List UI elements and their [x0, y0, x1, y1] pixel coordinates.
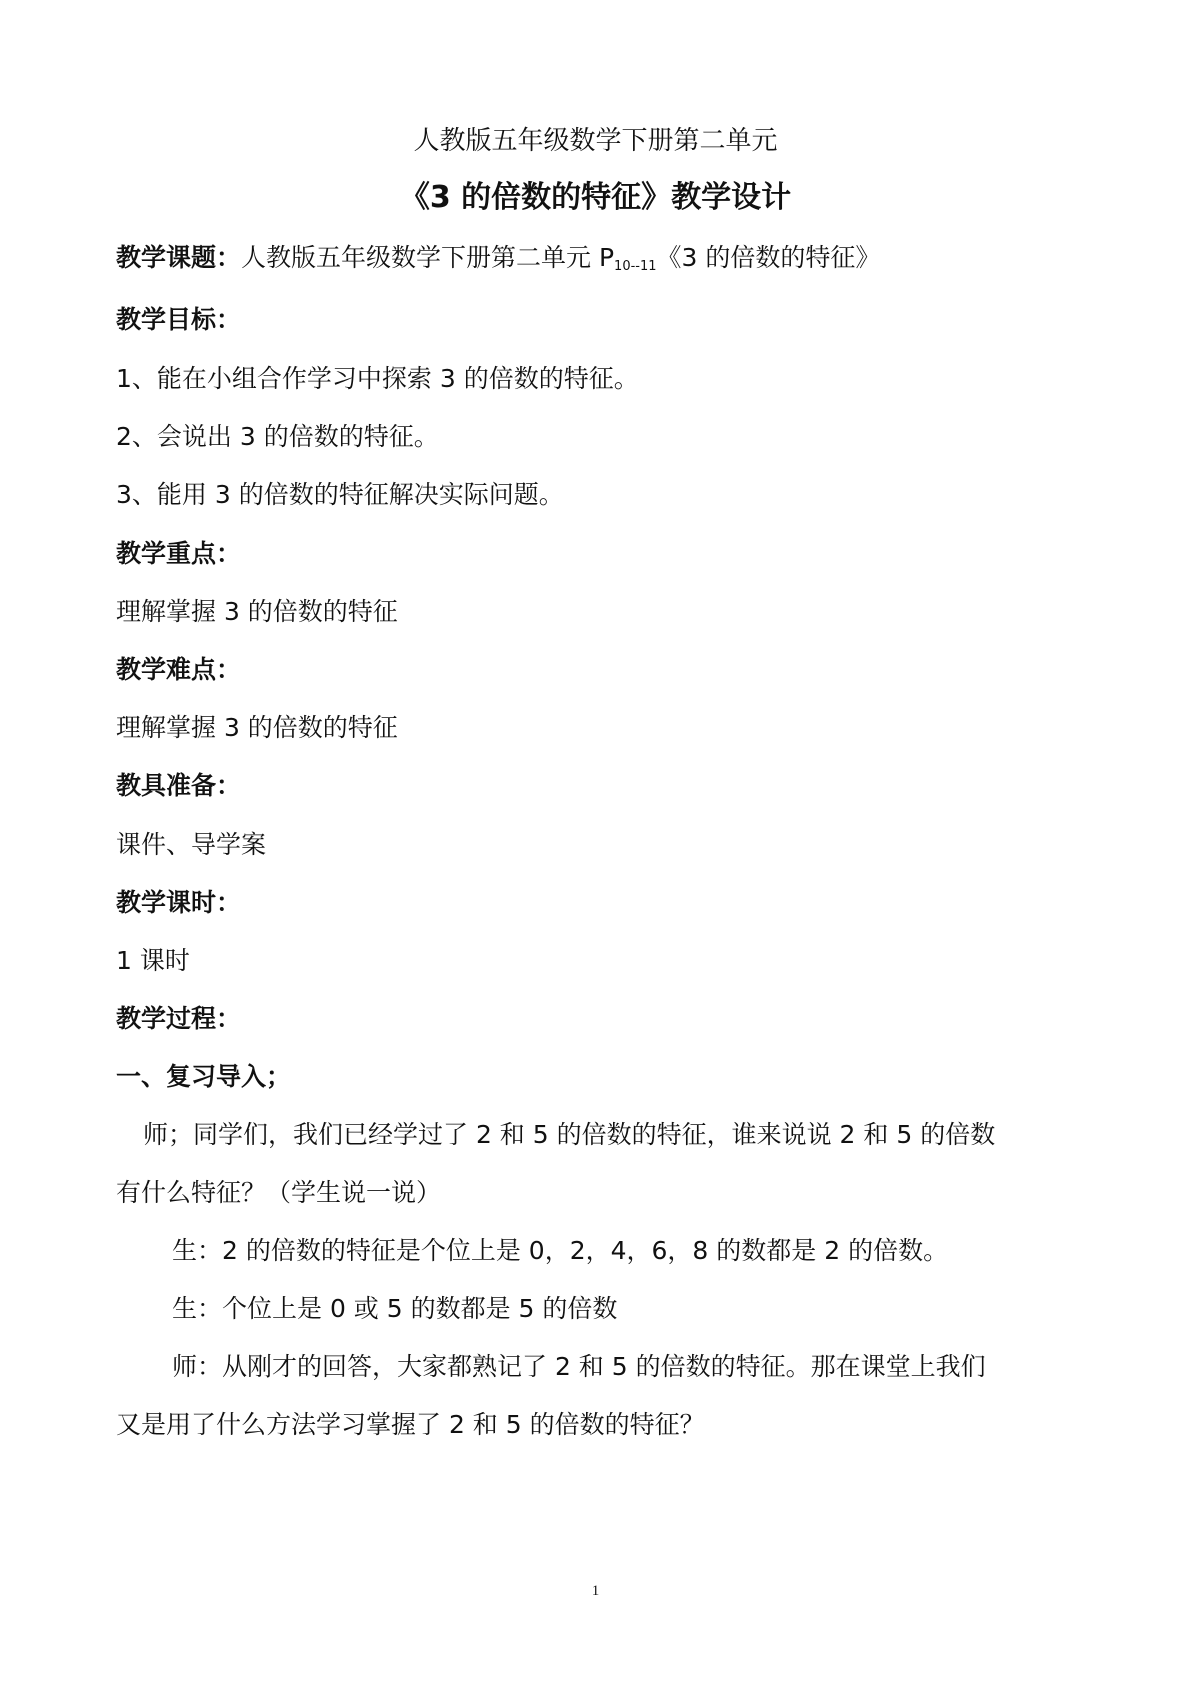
paragraph-1-line-1: 师；同学们，我们已经学过了 2 和 5 的倍数的特征，谁来说说 2 和 5 的倍数 [143, 1120, 996, 1149]
paragraph-2: 生：2 的倍数的特征是个位上是 0，2，4，6，8 的数都是 2 的倍数。 [172, 1236, 949, 1265]
section1-heading: 一、复习导入； [116, 1062, 292, 1091]
duration-text: 1 课时 [116, 946, 190, 975]
document-title: 《3 的倍数的特征》教学设计 [399, 180, 792, 215]
difficulties-heading: 教学难点： [116, 655, 242, 684]
duration-heading: 教学课时： [116, 888, 242, 917]
course-topic-label: 教学课题： [116, 243, 242, 272]
key-points-heading: 教学重点： [116, 539, 242, 568]
materials-heading: 教具准备： [116, 771, 242, 800]
header-line-1: 人教版五年级数学下册第二单元 [413, 126, 778, 156]
page-number: 1 [591, 1583, 600, 1599]
paragraph-1-line-2: 有什么特征？（学生说一说） [116, 1178, 442, 1207]
course-topic-title: 《3 的倍数的特征》 [656, 243, 881, 272]
key-points-text: 理解掌握 3 的倍数的特征 [116, 597, 398, 626]
process-heading: 教学过程： [116, 1004, 242, 1033]
objectives-heading: 教学目标： [116, 305, 242, 334]
course-topic-line [116, 241, 1075, 284]
objective-item-3: 3、能用 3 的倍数的特征解决实际问题。 [116, 480, 564, 509]
course-topic-text: 人教版五年级数学下册第二单元 P [241, 243, 615, 272]
objective-item-2: 2、会说出 3 的倍数的特征。 [116, 422, 439, 451]
paragraph-4-line-1: 师：从刚才的回答，大家都熟记了 2 和 5 的倍数的特征。那在课堂上我们 [172, 1352, 986, 1381]
paragraph-3: 生：个位上是 0 或 5 的数都是 5 的倍数 [172, 1294, 618, 1323]
materials-text: 课件、导学案 [116, 830, 267, 859]
paragraph-4-line-2: 又是用了什么方法学习掌握了 2 和 5 的倍数的特征？ [116, 1410, 705, 1439]
objective-item-1: 1、能在小组合作学习中探索 3 的倍数的特征。 [116, 364, 639, 393]
course-topic-pages: 10--11 [614, 259, 657, 274]
difficulties-text: 理解掌握 3 的倍数的特征 [116, 713, 398, 742]
